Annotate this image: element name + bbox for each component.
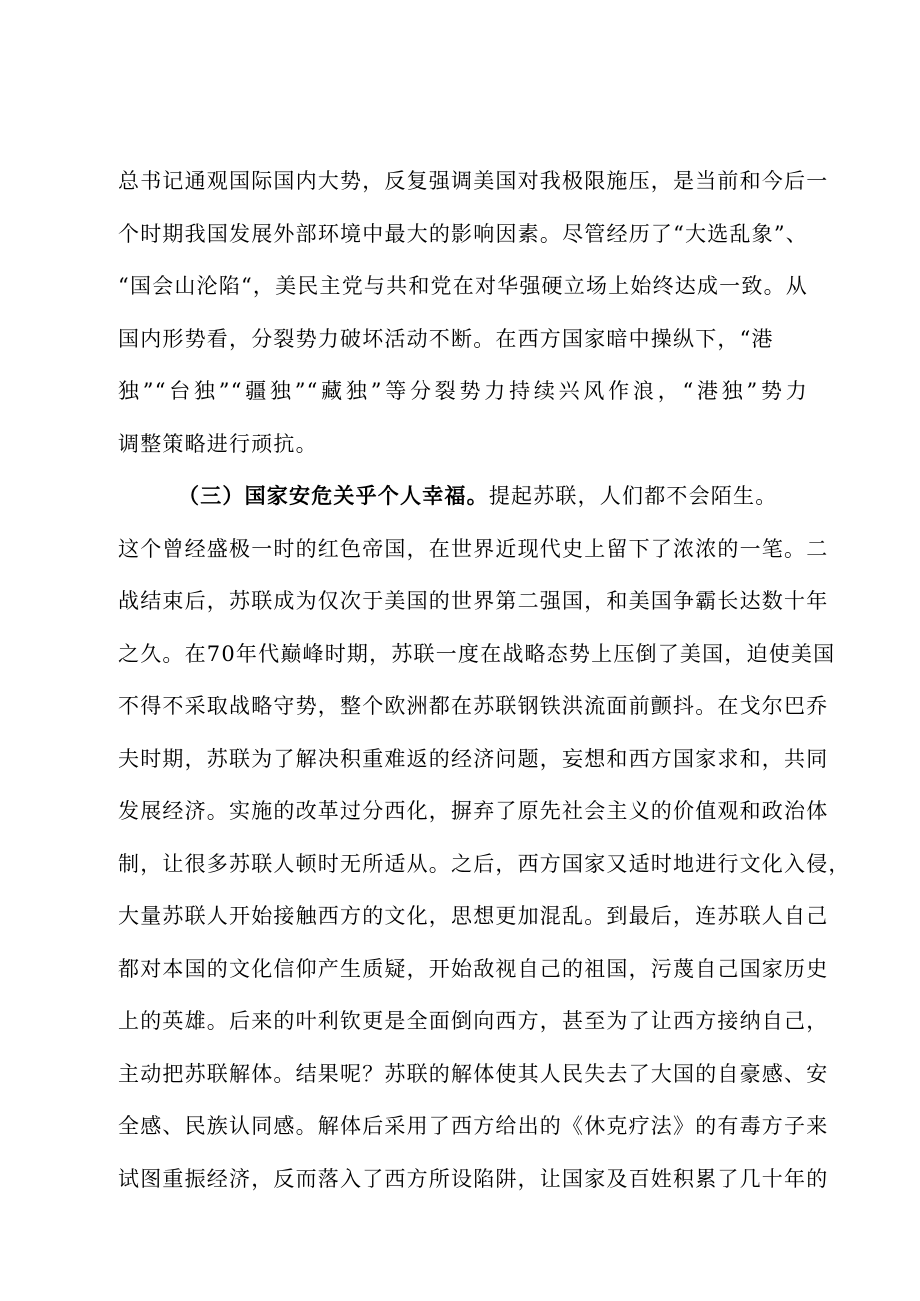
paragraph-line: 不得不采取战略守势，整个欧洲都在苏联钢铁洪流面前颤抖。在戈尔巴乔 [118, 694, 829, 718]
paragraph-line: 调整策略进行顽抗。 [118, 431, 318, 456]
paragraph-line: 主动把苏联解体。结果呢？苏联的解体使其人民失去了大国的自豪感、安 [118, 1061, 829, 1086]
paragraph-line: 独”“台独”“疆独”“藏独”等分裂势力持续兴风作浪，“港独”势力 [118, 379, 808, 403]
paragraph-line: 国内形势看，分裂势力破坏活动不断。在西方国家暗中操纵下，“港 [118, 326, 774, 351]
paragraph-line: 全感、民族认同感。解体后采用了西方给出的《休克疗法》的有毒方子来 [118, 1114, 829, 1138]
paragraph-line: 总书记通观国际国内大势，反复强调美国对我极限施压，是当前和今后一 [118, 169, 829, 193]
paragraph-line: 发展经济。实施的改革过分西化，摒弃了原先社会主义的价值观和政治体 [118, 799, 829, 823]
document-body [118, 155, 851, 1205]
section-heading-line [118, 470, 808, 523]
paragraph-line: 之久。在70年代巅峰时期，苏联一度在战略态势上压倒了美国，迫使美国 [118, 641, 836, 666]
paragraph-line: 这个曾经盛极一时的红色帝国，在世界近现代史上留下了浓浓的一笔。二 [118, 536, 829, 561]
paragraph-line: 夫时期，苏联为了解决积重难返的经济问题，妄想和西方国家求和，共同 [118, 746, 829, 771]
paragraph-line: 战结束后，苏联成为仅次于美国的世界第二强国，和美国争霸长达数十年 [118, 589, 829, 613]
paragraph-line: 上的英雄。后来的叶利钦更是全面倒向西方，甚至为了让西方接纳自己， [118, 1009, 829, 1033]
paragraph-line: 制，让很多苏联人顿时无所适从。之后，西方国家又适时地进行文化入侵， [118, 851, 851, 876]
paragraph-line: 大量苏联人开始接触西方的文化，思想更加混乱。到最后，连苏联人自己 [118, 904, 829, 928]
paragraph-line: “国会山沦陷“，美民主党与共和党在对华强硬立场上始终达成一致。从 [118, 274, 808, 298]
section-heading-rest: 提起苏联，人们都不会陌生。 [488, 484, 778, 508]
paragraph-line: 试图重振经济，反而落入了西方所设陷阱，让国家及百姓积累了几十年的 [118, 1166, 829, 1191]
paragraph-line: 个时期我国发展外部环境中最大的影响因素。尽管经历了“大选乱象”、 [118, 221, 808, 246]
paragraph-line: 都对本国的文化信仰产生质疑，开始敌视自己的祖国，污蔑自己国家历史 [118, 956, 829, 981]
section-heading: （三）国家安危关乎个人幸福。 [178, 483, 489, 508]
